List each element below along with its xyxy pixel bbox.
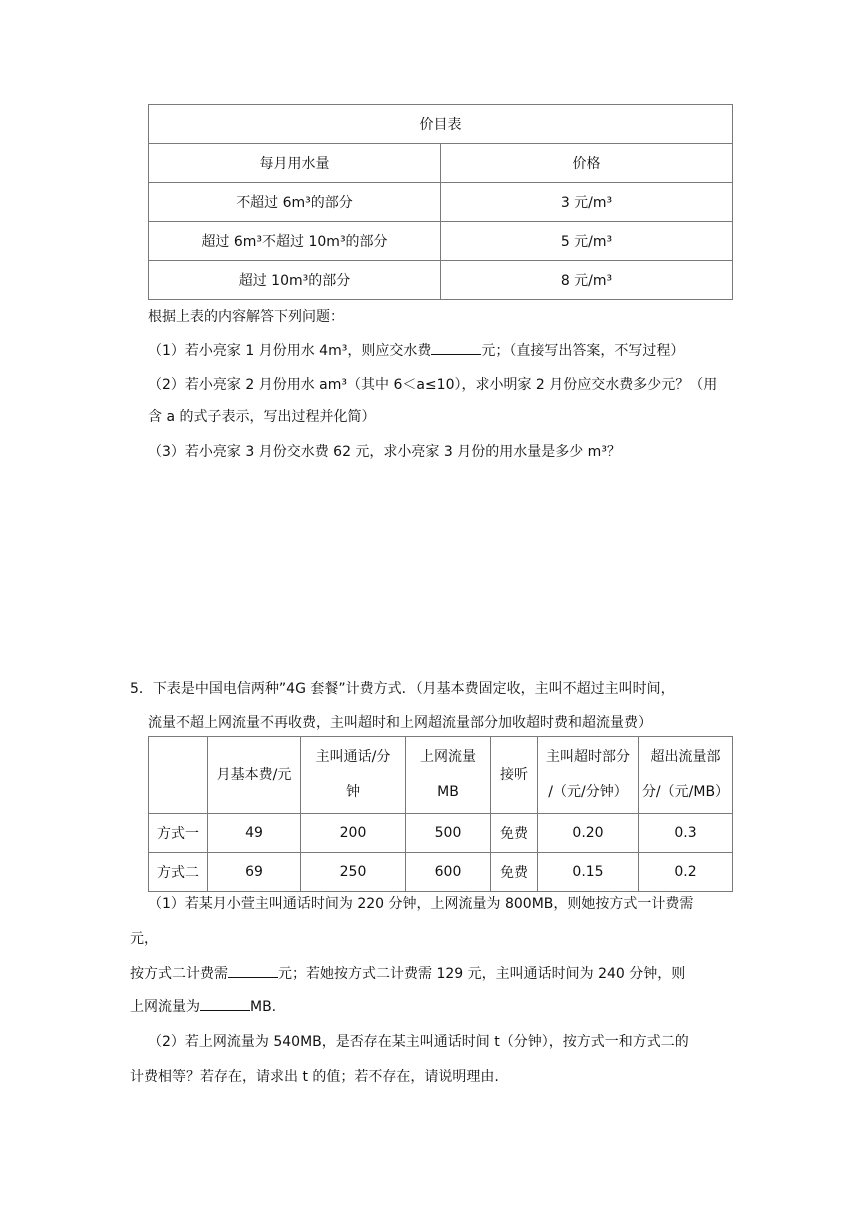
q5-part1-line2: 元，	[130, 931, 158, 947]
table-row	[149, 183, 733, 222]
q4-part1	[148, 340, 684, 360]
table-cell: 超过 6m³不超过 10m³的部分	[149, 222, 441, 261]
header-cell: 主叫通话/分 钟	[301, 737, 406, 814]
q5-part1-line4-b: MB.	[250, 999, 277, 1015]
q4-part3: （3）若小亮家 3 月份交水费 62 元，求小亮家 3 月份的用水量是多少 m³？	[148, 444, 621, 460]
q5-part2-line1: （2）若上网流量为 540MB，是否存在某主叫通话时间 t（分钟），按方式一和方式二的	[148, 1034, 689, 1050]
table-cell: 免费	[491, 814, 538, 853]
q4-part1-text: （1）若小亮家 1 月份用水 4m³，则应交水费	[148, 343, 432, 359]
answer-blank	[431, 342, 481, 355]
table-cell: 超过 10m³的部分	[149, 261, 441, 300]
q4-part2-line1: （2）若小亮家 2 月份用水 am³（其中 6＜a≤10），求小明家 2 月份应交水费多少元？（用	[148, 377, 718, 393]
q4-intro: 根据上表的内容解答下列问题：	[148, 309, 344, 325]
q5-part1-line4	[130, 996, 276, 1016]
q5-intro-line1: 5．下表是中国电信两种”4G 套餐”计费方式．（月基本费固定收，主叫不超过主叫时间，	[130, 681, 675, 697]
table-row	[149, 261, 733, 300]
table-cell: 不超过 6m³的部分	[149, 183, 441, 222]
header-cell: 上网流量 MB	[406, 737, 491, 814]
table-cell: 200	[301, 814, 406, 853]
table-cell: 49	[208, 814, 301, 853]
plan-table	[148, 736, 733, 892]
table-cell: 69	[208, 853, 301, 892]
table-cell: 0.15	[538, 853, 639, 892]
header-cell: 接听	[491, 737, 538, 814]
header-cell: 超出流量部 分/（元/MB）	[639, 737, 733, 814]
answer-blank	[200, 998, 250, 1011]
header-price: 价格	[441, 144, 733, 183]
table-cell: 方式一	[149, 814, 208, 853]
q5-part1-line4-a: 上网流量为	[130, 999, 200, 1015]
q5-part1-line3	[130, 963, 685, 983]
table-cell: 600	[406, 853, 491, 892]
table-cell: 0.3	[639, 814, 733, 853]
table-cell: 免费	[491, 853, 538, 892]
answer-blank	[228, 965, 278, 978]
price-table	[148, 104, 733, 300]
table-row	[149, 814, 733, 853]
table-cell: 5 元/m³	[441, 222, 733, 261]
price-table-title: 价目表	[149, 105, 733, 144]
q5-intro-line2: 流量不超上网流量不再收费，主叫超时和上网超流量部分加收超时费和超流量费）	[148, 715, 652, 731]
table-cell: 3 元/m³	[441, 183, 733, 222]
table-cell: 250	[301, 853, 406, 892]
table-row	[149, 222, 733, 261]
header-cell: 主叫超时部分 /（元/分钟）	[538, 737, 639, 814]
table-cell: 方式二	[149, 853, 208, 892]
table-cell: 0.20	[538, 814, 639, 853]
header-cell: 月基本费/元	[208, 737, 301, 814]
table-cell: 500	[406, 814, 491, 853]
q4-part1-end: 元；（直接写出答案，不写过程）	[481, 343, 685, 359]
q4-part2-line2: 含 a 的式子表示，写出过程并化简）	[148, 409, 376, 425]
table-cell: 0.2	[639, 853, 733, 892]
header-cell	[149, 737, 208, 814]
q5-part2-line2: 计费相等？若存在，请求出 t 的值；若不存在，请说明理由.	[130, 1069, 499, 1085]
table-cell: 8 元/m³	[441, 261, 733, 300]
q5-part1-line3-a: 按方式二计费需	[130, 966, 228, 982]
table-row	[149, 853, 733, 892]
header-usage: 每月用水量	[149, 144, 441, 183]
q5-part1-line1: （1）若某月小萱主叫通话时间为 220 分钟，上网流量为 800MB，则她按方式一计费需	[148, 896, 694, 912]
q5-part1-line3-b: 元；若她按方式二计费需 129 元，主叫通话时间为 240 分钟，则	[278, 966, 686, 982]
